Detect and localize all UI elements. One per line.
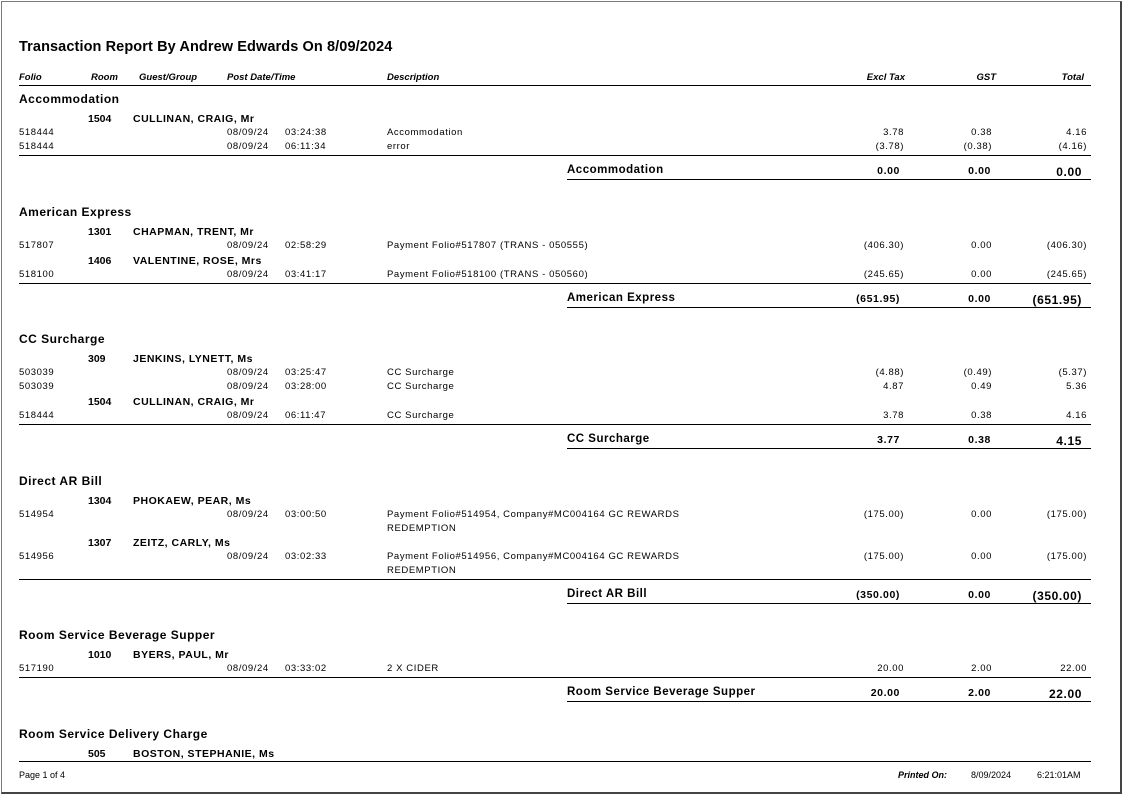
row-description-cont: REDEMPTION bbox=[387, 565, 457, 576]
row-total: (5.37) bbox=[1058, 367, 1087, 378]
col-header-folio: Folio bbox=[19, 72, 42, 83]
report-page bbox=[1, 1, 1122, 794]
subtotal-excl-tax: 20.00 bbox=[870, 687, 900, 699]
subtotal-label: American Express bbox=[567, 292, 676, 304]
guest-room-number: 505 bbox=[88, 748, 106, 760]
col-header-gst: GST bbox=[976, 72, 996, 83]
section-rule bbox=[19, 677, 1091, 678]
row-excl-tax: (245.65) bbox=[863, 269, 904, 280]
guest-name: CULLINAN, CRAIG, Mr bbox=[133, 113, 255, 125]
subtotal-rule bbox=[567, 701, 1091, 702]
row-time: 03:28:00 bbox=[285, 381, 327, 392]
col-header-guest: Guest/Group bbox=[139, 72, 198, 83]
row-excl-tax: 20.00 bbox=[877, 663, 904, 674]
row-date: 08/09/24 bbox=[227, 127, 269, 138]
row-gst: 0.00 bbox=[971, 509, 992, 520]
row-description: Payment Folio#517807 (TRANS - 050555) bbox=[387, 240, 589, 251]
printed-time: 6:21:01AM bbox=[1037, 770, 1081, 780]
col-header-room: Room bbox=[91, 72, 118, 83]
guest-room-number: 1301 bbox=[88, 226, 112, 238]
row-excl-tax: (175.00) bbox=[863, 509, 904, 520]
row-folio: 518100 bbox=[19, 269, 55, 280]
guest-name: CHAPMAN, TRENT, Mr bbox=[133, 226, 254, 238]
subtotal-total: 0.00 bbox=[1056, 165, 1082, 179]
row-time: 03:25:47 bbox=[285, 367, 327, 378]
col-header-postdate: Post Date/Time bbox=[227, 72, 296, 83]
subtotal-gst: 2.00 bbox=[968, 687, 991, 699]
page-number: Page 1 of 4 bbox=[19, 770, 66, 780]
row-date: 08/09/24 bbox=[227, 509, 269, 520]
subtotal-gst: 0.00 bbox=[968, 293, 991, 305]
row-date: 08/09/24 bbox=[227, 551, 269, 562]
row-total: 5.36 bbox=[1066, 381, 1087, 392]
section-heading: Room Service Beverage Supper bbox=[19, 628, 216, 642]
row-gst: 0.00 bbox=[971, 551, 992, 562]
row-excl-tax: (175.00) bbox=[863, 551, 904, 562]
row-folio: 503039 bbox=[19, 381, 55, 392]
printed-on-label: Printed On: bbox=[898, 770, 947, 780]
row-time: 03:24:38 bbox=[285, 127, 327, 138]
row-total: (175.00) bbox=[1046, 509, 1087, 520]
row-total: 4.16 bbox=[1066, 127, 1087, 138]
guest-room-number: 1307 bbox=[88, 537, 112, 549]
row-date: 08/09/24 bbox=[227, 141, 269, 152]
guest-name: VALENTINE, ROSE, Mrs bbox=[133, 255, 262, 267]
row-folio: 517190 bbox=[19, 663, 55, 674]
row-excl-tax: (4.88) bbox=[875, 367, 904, 378]
row-total: (245.65) bbox=[1046, 269, 1087, 280]
guest-room-number: 1504 bbox=[88, 113, 112, 125]
row-excl-tax: 3.78 bbox=[883, 127, 904, 138]
guest-name: BYERS, PAUL, Mr bbox=[133, 649, 229, 661]
row-total: (406.30) bbox=[1046, 240, 1087, 251]
row-excl-tax: (406.30) bbox=[863, 240, 904, 251]
row-date: 08/09/24 bbox=[227, 269, 269, 280]
subtotal-label: Direct AR Bill bbox=[567, 588, 648, 600]
row-gst: 2.00 bbox=[971, 663, 992, 674]
row-folio: 518444 bbox=[19, 127, 55, 138]
section-rule bbox=[19, 283, 1091, 284]
subtotal-total: (651.95) bbox=[1032, 293, 1082, 307]
subtotal-excl-tax: 3.77 bbox=[877, 434, 900, 446]
row-gst: 0.00 bbox=[971, 269, 992, 280]
col-header-excl-tax: Excl Tax bbox=[866, 72, 905, 83]
footer-rule bbox=[19, 761, 1091, 762]
row-gst: 0.00 bbox=[971, 240, 992, 251]
report-title: Transaction Report By Andrew Edwards On 8/09/2024 bbox=[19, 39, 393, 55]
guest-name: BOSTON, STEPHANIE, Ms bbox=[133, 748, 275, 760]
row-time: 03:33:02 bbox=[285, 663, 327, 674]
row-gst: 0.49 bbox=[971, 381, 992, 392]
row-time: 03:41:17 bbox=[285, 269, 327, 280]
row-description: Payment Folio#514956, Company#MC004164 GC REWARDS bbox=[387, 551, 680, 562]
subtotal-rule bbox=[567, 603, 1091, 604]
row-time: 03:00:50 bbox=[285, 509, 327, 520]
guest-name: PHOKAEW, PEAR, Ms bbox=[133, 495, 252, 507]
row-gst: (0.38) bbox=[963, 141, 992, 152]
row-folio: 514954 bbox=[19, 509, 55, 520]
subtotal-rule bbox=[567, 179, 1091, 180]
subtotal-excl-tax: 0.00 bbox=[877, 165, 900, 177]
row-description: 2 X CIDER bbox=[387, 663, 439, 674]
subtotal-gst: 0.00 bbox=[968, 165, 991, 177]
subtotal-rule bbox=[567, 448, 1091, 449]
subtotal-gst: 0.00 bbox=[968, 589, 991, 601]
row-time: 06:11:34 bbox=[285, 141, 327, 152]
row-excl-tax: (3.78) bbox=[875, 141, 904, 152]
guest-room-number: 309 bbox=[88, 353, 106, 365]
guest-room-number: 1010 bbox=[88, 649, 112, 661]
subtotal-total: (350.00) bbox=[1032, 589, 1082, 603]
subtotal-total: 4.15 bbox=[1056, 434, 1082, 448]
section-heading: Room Service Delivery Charge bbox=[19, 727, 208, 741]
section-heading: CC Surcharge bbox=[19, 332, 106, 346]
row-description: CC Surcharge bbox=[387, 381, 455, 392]
subtotal-total: 22.00 bbox=[1048, 687, 1082, 701]
row-description: Payment Folio#518100 (TRANS - 050560) bbox=[387, 269, 589, 280]
row-excl-tax: 3.78 bbox=[883, 410, 904, 421]
row-time: 02:58:29 bbox=[285, 240, 327, 251]
row-excl-tax: 4.87 bbox=[883, 381, 904, 392]
subtotal-gst: 0.38 bbox=[968, 434, 991, 446]
row-total: (175.00) bbox=[1046, 551, 1087, 562]
guest-room-number: 1304 bbox=[88, 495, 112, 507]
row-description-cont: REDEMPTION bbox=[387, 523, 457, 534]
col-header-description: Description bbox=[387, 72, 440, 83]
row-gst: (0.49) bbox=[963, 367, 992, 378]
row-description: Payment Folio#514954, Company#MC004164 GC REWARDS bbox=[387, 509, 680, 520]
row-folio: 517807 bbox=[19, 240, 55, 251]
row-total: (4.16) bbox=[1058, 141, 1087, 152]
row-total: 4.16 bbox=[1066, 410, 1087, 421]
row-time: 06:11:47 bbox=[285, 410, 327, 421]
row-total: 22.00 bbox=[1060, 663, 1087, 674]
guest-name: ZEITZ, CARLY, Ms bbox=[133, 537, 231, 549]
row-date: 08/09/24 bbox=[227, 663, 269, 674]
row-description: Accommodation bbox=[387, 127, 463, 138]
row-folio: 518444 bbox=[19, 410, 55, 421]
row-date: 08/09/24 bbox=[227, 367, 269, 378]
subtotal-label: CC Surcharge bbox=[567, 433, 650, 445]
subtotal-excl-tax: (651.95) bbox=[856, 293, 900, 305]
guest-name: CULLINAN, CRAIG, Mr bbox=[133, 396, 255, 408]
row-date: 08/09/24 bbox=[227, 240, 269, 251]
row-description: error bbox=[387, 141, 411, 152]
section-heading: American Express bbox=[19, 205, 132, 219]
row-time: 03:02:33 bbox=[285, 551, 327, 562]
row-folio: 514956 bbox=[19, 551, 55, 562]
row-description: CC Surcharge bbox=[387, 410, 455, 421]
section-rule bbox=[19, 155, 1091, 156]
guest-room-number: 1504 bbox=[88, 396, 112, 408]
section-heading: Accommodation bbox=[19, 92, 120, 106]
section-rule bbox=[19, 579, 1091, 580]
row-date: 08/09/24 bbox=[227, 381, 269, 392]
subtotal-rule bbox=[567, 307, 1091, 308]
col-header-total: Total bbox=[1061, 72, 1084, 83]
row-folio: 518444 bbox=[19, 141, 55, 152]
subtotal-excl-tax: (350.00) bbox=[856, 589, 900, 601]
row-date: 08/09/24 bbox=[227, 410, 269, 421]
subtotal-label: Room Service Beverage Supper bbox=[567, 686, 756, 698]
row-description: CC Surcharge bbox=[387, 367, 455, 378]
header-rule bbox=[19, 85, 1091, 86]
row-gst: 0.38 bbox=[971, 410, 992, 421]
row-folio: 503039 bbox=[19, 367, 55, 378]
section-rule bbox=[19, 424, 1091, 425]
section-heading: Direct AR Bill bbox=[19, 474, 103, 488]
subtotal-label: Accommodation bbox=[567, 164, 664, 176]
guest-name: JENKINS, LYNETT, Ms bbox=[133, 353, 253, 365]
printed-date: 8/09/2024 bbox=[971, 770, 1012, 780]
row-gst: 0.38 bbox=[971, 127, 992, 138]
guest-room-number: 1406 bbox=[88, 255, 112, 267]
